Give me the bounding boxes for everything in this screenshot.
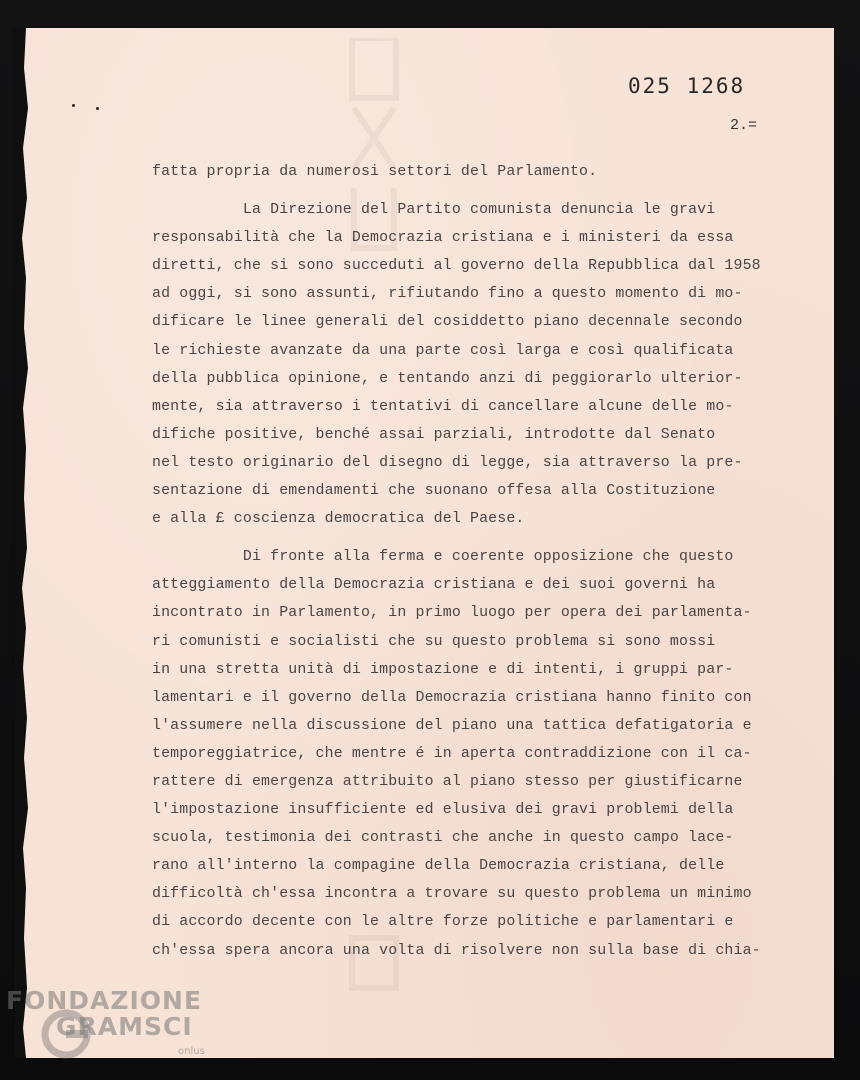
text-line: e alla £ coscienza democratica del Paese.	[152, 511, 525, 528]
fondazione-gramsci-watermark	[6, 986, 216, 1072]
text-line: rano all'interno la compagine della Democrazia cristiana, delle	[152, 858, 725, 875]
torn-edge	[14, 28, 38, 1058]
text-line: diretti, che si sono succeduti al governo della Repubblica dal 1958	[152, 258, 761, 275]
punch-mark-dot	[96, 107, 99, 110]
text-line: La Direzione del Partito comunista denuncia le gravi	[152, 202, 716, 219]
text-line: fatta propria da numerosi settori del Parlamento.	[152, 164, 598, 180]
watermark-line-gramsci: GRAMSCI	[56, 1012, 193, 1041]
watermark-line-fondazione: FONDAZIONE	[6, 986, 203, 1015]
text-line: ad oggi, si sono assunti, rifiutando fino a questo momento di mo-	[152, 286, 743, 303]
paragraph-2	[152, 196, 814, 533]
typed-body-text	[152, 158, 814, 965]
punch-marks	[72, 100, 106, 112]
text-line: nel testo originario del disegno di legge, sia attraverso la pre-	[152, 454, 743, 471]
text-line: dificare le linee generali del cosiddetto piano decennale secondo	[152, 314, 743, 331]
text-line: scuola, testimonia dei contrasti che anche in questo campo lace-	[152, 830, 734, 847]
text-line: di accordo decente con le altre forze politiche e parlamentari e	[152, 914, 734, 931]
text-line: difiche positive, benché assai parziali, introdotte dal Senato	[152, 426, 716, 443]
text-line: ri comunisti e socialisti che su questo problema si sono mossi	[152, 633, 716, 650]
text-line: difficoltà ch'essa incontra a trovare su questo problema un minimo	[152, 886, 752, 903]
punch-mark-dot	[72, 104, 75, 107]
page-number: 2.=	[730, 117, 758, 134]
archive-number: 025 1268	[628, 74, 746, 98]
text-line: in una stretta unità di impostazione e di intenti, i gruppi par-	[152, 661, 734, 678]
text-line: mente, sia attraverso i tentativi di cancellare alcune delle mo-	[152, 398, 734, 415]
text-line: atteggiamento della Democrazia cristiana e dei suoi governi ha	[152, 577, 716, 594]
text-line: della pubblica opinione, e tentando anzi di peggiorarlo ulterior-	[152, 370, 743, 387]
text-line: rattere di emergenza attribuito al piano stesso per giustificarne	[152, 773, 743, 790]
watermark-line-onlus: onlus	[178, 1046, 205, 1057]
text-line: l'impostazione insufficiente ed elusiva dei gravi problemi della	[152, 802, 734, 819]
text-line: lamentari e il governo della Democrazia cristiana hanno finito con	[152, 689, 752, 706]
text-line: temporeggiatrice, che mentre é in aperta contraddizione con il ca-	[152, 745, 752, 762]
text-line: sentazione di emendamenti che suonano offesa alla Costituzione	[152, 483, 716, 500]
text-line: l'assumere nella discussione del piano una tattica defatigatoria e	[152, 717, 752, 734]
paragraph-1	[152, 158, 814, 186]
document-page	[14, 28, 834, 1058]
paragraph-3	[152, 543, 814, 964]
text-line: ch'essa spera ancora una volta di risolvere non sulla base di chia-	[152, 942, 761, 959]
text-line: responsabilità che la Democrazia cristiana e i ministeri da essa	[152, 230, 734, 247]
text-line: incontrato in Parlamento, in primo luogo per opera dei parlamenta-	[152, 605, 752, 622]
text-line: Di fronte alla ferma e coerente opposizione che questo	[152, 549, 734, 566]
text-line: le richieste avanzate da una parte così larga e così qualificata	[152, 342, 734, 359]
